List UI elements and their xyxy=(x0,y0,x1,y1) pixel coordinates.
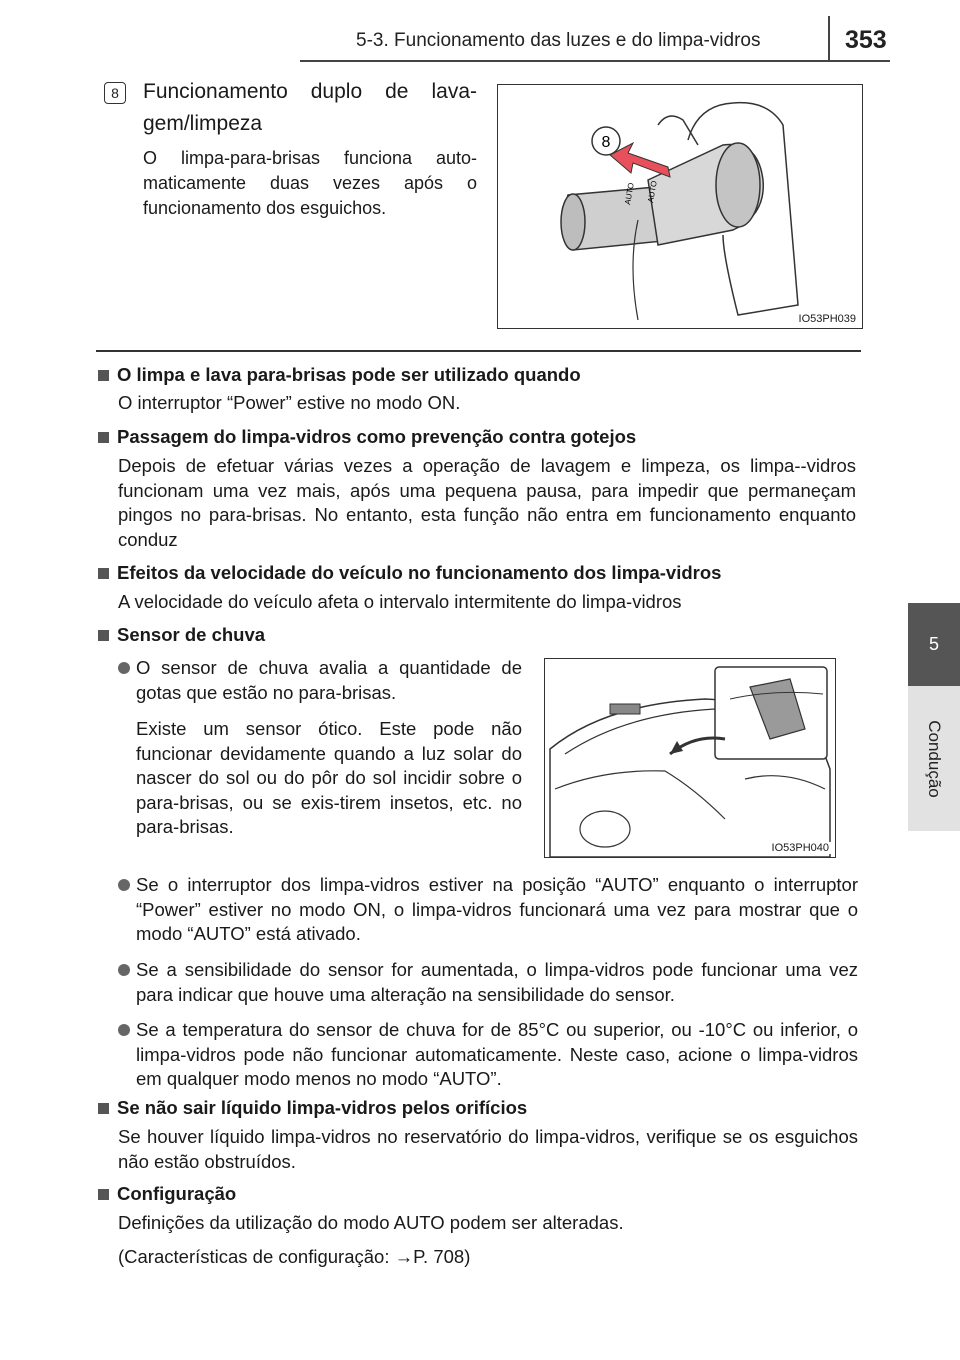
section-body: O interruptor “Power” estive no modo ON. xyxy=(118,392,461,413)
section-heading xyxy=(98,364,581,386)
bullet-extra-text: Existe um sensor ótico. Este pode não funcionar devidamente quando a luz solar do nascer do sol ou do pôr do sol incidir sobre o para-brisas, ou se exis-tirem insetos, etc. no para-brisas. xyxy=(136,718,522,837)
page-number: 353 xyxy=(845,26,887,54)
section-heading-text: Passagem do limpa-vidros como prevenção contra gotejos xyxy=(117,426,637,447)
section-body: Definições da utilização do modo AUTO podem ser alteradas. xyxy=(118,1212,624,1233)
lever-base xyxy=(561,194,585,250)
step-title: Funcionamento duplo de lava-gem/limpeza xyxy=(143,80,477,135)
sensor-housing xyxy=(610,704,640,714)
bullet-text: Se a sensibilidade do sensor for aumentada, o limpa-vidros pode funcionar uma vez para indicar que houve uma alteração na sensibilidade do sensor. xyxy=(136,959,858,1005)
section-heading xyxy=(98,1097,527,1119)
step-number-badge: 8 xyxy=(104,82,126,104)
figure-code: IO53PH039 xyxy=(798,313,856,325)
section-heading-text: Sensor de chuva xyxy=(117,624,266,645)
section-heading-text: Efeitos da velocidade do veículo no funcionamento dos limpa-vidros xyxy=(117,562,722,583)
square-bullet-icon xyxy=(98,432,109,443)
chapter-label: Condução xyxy=(925,719,944,798)
bullet-text: O sensor de chuva avalia a quantidade de gotas que estão no para-brisas. xyxy=(136,657,522,703)
bullet-item xyxy=(136,1018,858,1092)
section-separator xyxy=(96,350,861,352)
square-bullet-icon xyxy=(98,370,109,381)
round-bullet-icon xyxy=(118,1024,130,1036)
figure-code: IO53PH040 xyxy=(771,842,829,854)
section-heading xyxy=(98,562,721,584)
lever-knob-end xyxy=(716,143,760,227)
wiper-lever-illustration xyxy=(497,84,863,329)
header-section-title: 5-3. Funcionamento das luzes e do limpa-vidros xyxy=(356,30,761,51)
section-heading xyxy=(98,1183,236,1205)
chapter-number-tab: 5 xyxy=(908,603,960,686)
section-body: A velocidade do veículo afeta o intervalo intermitente do limpa-vidros xyxy=(118,591,682,612)
round-bullet-icon xyxy=(118,662,130,674)
square-bullet-icon xyxy=(98,630,109,641)
bullet-item xyxy=(136,958,858,1007)
round-bullet-icon xyxy=(118,964,130,976)
section-heading xyxy=(98,624,265,646)
bullet-text: Se o interruptor dos limpa-vidros estiver na posição “AUTO” enquanto o interruptor “Power” estiver no modo ON, o limpa-vidros funcionará uma vez para mostrar que o modo “AUTO” está ativado. xyxy=(136,874,858,944)
callout-number: 8 xyxy=(601,134,611,151)
square-bullet-icon xyxy=(98,568,109,579)
section-heading-text: Se não sair líquido limpa-vidros pelos orifícios xyxy=(117,1097,528,1118)
round-bullet-icon xyxy=(118,879,130,891)
section-body: Se houver líquido limpa-vidros no reservatório do limpa-vidros, verifique se os esguichos não estão obstruídos. xyxy=(118,1126,858,1172)
wiper-lever-drawing xyxy=(498,85,862,328)
square-bullet-icon xyxy=(98,1103,109,1114)
section-heading xyxy=(98,426,636,448)
page-reference: (Características de configuração: →P. 708) xyxy=(118,1246,471,1267)
bullet-item xyxy=(136,873,858,947)
push-arrow-icon xyxy=(610,143,670,177)
chapter-label-tab xyxy=(908,686,960,831)
section-heading-text: O limpa e lava para-brisas pode ser utilizado quando xyxy=(117,364,581,385)
section-body: Depois de efetuar várias vezes a operação de lavagem e limpeza, os limpa--vidros funcionam uma vez mais, após uma pequena pausa, para impedir que permaneçam pingos no para-brisas. No entanto, esta função não entra em funcionamento enquanto conduz xyxy=(118,455,856,550)
step-description: O limpa-para-brisas funciona auto-maticamente duas vezes após o funcionamento dos esguichos. xyxy=(143,148,477,218)
car-sensor-drawing xyxy=(545,659,835,857)
section-heading-text: Configuração xyxy=(117,1183,237,1204)
square-bullet-icon xyxy=(98,1189,109,1200)
bullet-text: Se a temperatura do sensor de chuva for de 85°C ou superior, ou -10°C ou inferior, o limpa-vidros pode não funcionar automaticamente. Neste caso, acione o limpa-vidros em qualquer modo menos no modo “AUTO”. xyxy=(136,1019,858,1089)
header-divider-mark xyxy=(828,16,830,62)
header-rule xyxy=(300,60,890,62)
bullet-item xyxy=(136,656,522,705)
rain-sensor-illustration xyxy=(544,658,836,858)
lever-label-auto-1: AUTO xyxy=(623,182,636,206)
lever-label-auto-2: AUTO xyxy=(646,180,659,204)
